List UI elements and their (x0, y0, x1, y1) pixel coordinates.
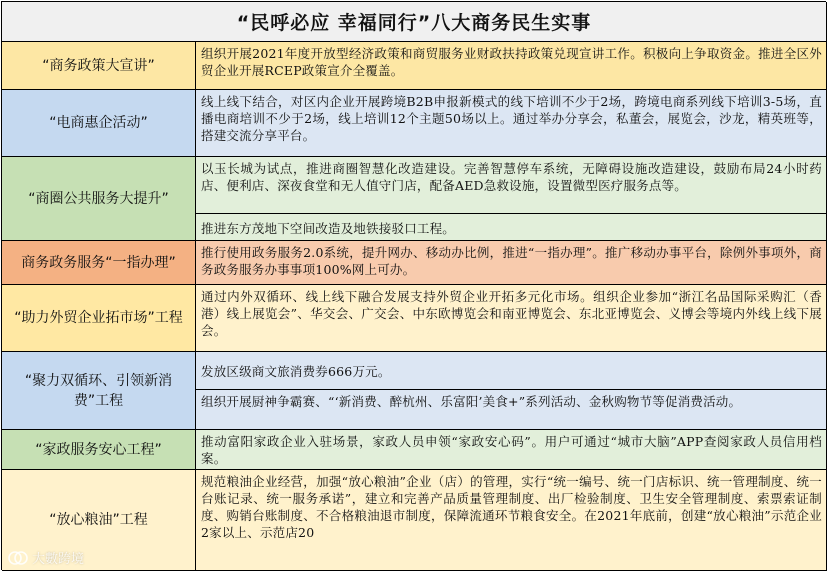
row-label-business-district: “商圈公共服务大提升” (2, 157, 196, 241)
row-desc-business-district-2: 推进东方茂地下空间改造及地铁接驳口工程。 (196, 214, 827, 241)
row-label-ecommerce: “电商惠企活动” (2, 90, 196, 157)
row-desc-policy-promotion: 组织开展2021年度开放型经济政策和商贸服务业财政扶持政策兑现宣讲工作。积极向上争取资金。推进全区外贸企业开展RCEP政策宣介全覆盖。 (196, 42, 827, 90)
row-desc-housekeeping: 推动富阳家政企业入驻场景，家政人员申领“家政安心码”。用户可通过“城市大脑”APP查阅家政人员信用档案。 (196, 430, 827, 470)
row-label-dual-circulation: “聚力双循环、引领新消费”工程 (2, 352, 196, 430)
table-title: “民呼必应 幸福同行”八大商务民生实事 (2, 2, 827, 42)
row-desc-dual-circulation-2: 组织开展厨神争霸赛、“‘新消费、醉杭州、乐富阳’美食+”系列活动、金秋购物节等促消费活动。 (196, 390, 827, 430)
watermark-text: 大數跨境 (32, 552, 85, 567)
row-desc-ecommerce: 线上线下结合，对区内企业开展跨境B2B申报新模式的线下培训不少于2场，跨境电商系列线下培训3-5场，直播电商培训不少于2场，线上培训12个主题50场以上。通过举办分享会，私董会，展览会，沙龙，精英班等，搭建交流分享平台。 (196, 90, 827, 157)
row-desc-foreign-trade: 通过内外双循环、线上线下融合发展支持外贸企业开拓多元化市场。组织企业参加“浙江名品国际采购汇（香港）线上展览会”、华交会、广交会、中东欧博览会和南亚博览会、东北亚博览会、义博会等境内外线上线下展会。 (196, 285, 827, 352)
watermark (8, 548, 84, 567)
row-desc-grain-oil: 规范粮油企业经营，加强“放心粮油”企业（店）的管理，实行“统一编号、统一门店标识、统一管理制度、统一台账记录、统一服务承诺”，建立和完善产品质量管理制度、出厂检验制度、卫生安全管理制度、索票索证制度、购销台账制度、不合格粮油退市制度，保障流通环节粮食安全。在2021年底前，创建“放心粮油”示范企业2家以上、示范店20 (196, 470, 827, 571)
row-desc-one-finger: 推行使用政务服务2.0系统，提升网办、移动办比例，推进“一指办理”。推广移动办事平台，除例外事项外，商务政务服务办事事项100%网上可办。 (196, 241, 827, 285)
row-desc-business-district-1: 以玉长城为试点，推进商圈智慧化改造建设。完善智慧停车系统，无障碍设施改造建设，鼓励布局24小时药店、便利店、深夜食堂和无人值守门店，配备AED急救设施，设置微型医疗服务点等。 (196, 157, 827, 214)
policy-table (1, 1, 826, 570)
row-label-one-finger: 商务政务服务“一指办理” (2, 241, 196, 285)
row-label-foreign-trade: “助力外贸企业拓市场”工程 (2, 285, 196, 352)
row-desc-dual-circulation-1: 发放区级商文旅消费券666万元。 (196, 352, 827, 390)
row-label-grain-oil: “放心粮油”工程 (2, 470, 196, 571)
row-label-policy-promotion: “商务政策大宣讲” (2, 42, 196, 90)
row-label-housekeeping: “家政服务安心工程” (2, 430, 196, 470)
watermark-logo-icon (8, 550, 28, 566)
